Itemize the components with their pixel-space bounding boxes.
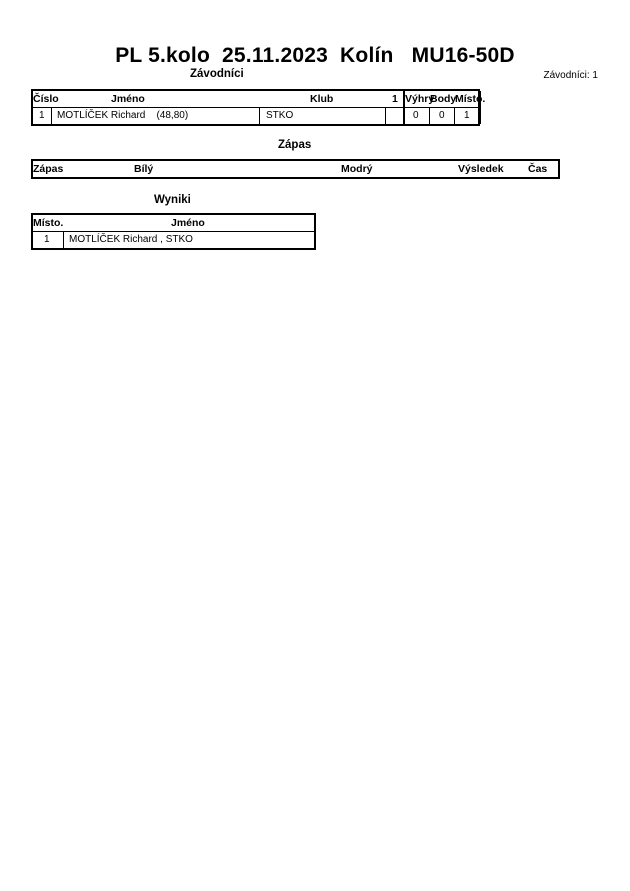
col-header-klub: Klub xyxy=(310,93,334,105)
cell-cislo: 1 xyxy=(39,110,45,121)
cell-klub: STKO xyxy=(266,110,294,121)
results-table xyxy=(31,213,316,250)
cell-misto: 1 xyxy=(464,110,470,121)
col-header-cas: Čas xyxy=(528,163,548,175)
cell-body: 0 xyxy=(439,110,445,121)
col-header-modry: Modrý xyxy=(341,163,373,175)
page-title: PL 5.kolo 25.11.2023 Kolín MU16-50D xyxy=(115,44,515,67)
col-header-cislo: Číslo xyxy=(33,93,59,105)
competitors-heading: Závodníci xyxy=(190,68,244,80)
col-header-jmeno: Jméno xyxy=(171,217,205,229)
col-header-body: Body xyxy=(430,93,457,105)
cell-misto: 1 xyxy=(44,234,50,245)
cell-jmeno: MOTLÍČEK Richard (48,80) xyxy=(57,110,189,121)
competitors-count: Závodníci: 1 xyxy=(543,70,598,81)
competitors-table xyxy=(31,89,486,126)
results-heading: Wyniki xyxy=(154,194,191,206)
col-header-round: 1 xyxy=(392,93,398,105)
cell-jmeno: MOTLÍČEK Richard , STKO xyxy=(69,234,193,245)
col-header-bily: Bílý xyxy=(134,163,154,175)
col-header-vysledek: Výsledek xyxy=(458,163,504,175)
col-header-misto: Místo. xyxy=(455,93,486,105)
col-header-zapas: Zápas xyxy=(33,163,64,175)
col-header-misto: Místo. xyxy=(33,217,64,229)
col-header-vyhry: Výhry xyxy=(405,93,435,105)
col-header-jmeno: Jméno xyxy=(111,93,145,105)
matches-heading: Zápas xyxy=(278,139,312,151)
matches-table xyxy=(31,159,560,179)
cell-vyhry: 0 xyxy=(413,110,419,121)
